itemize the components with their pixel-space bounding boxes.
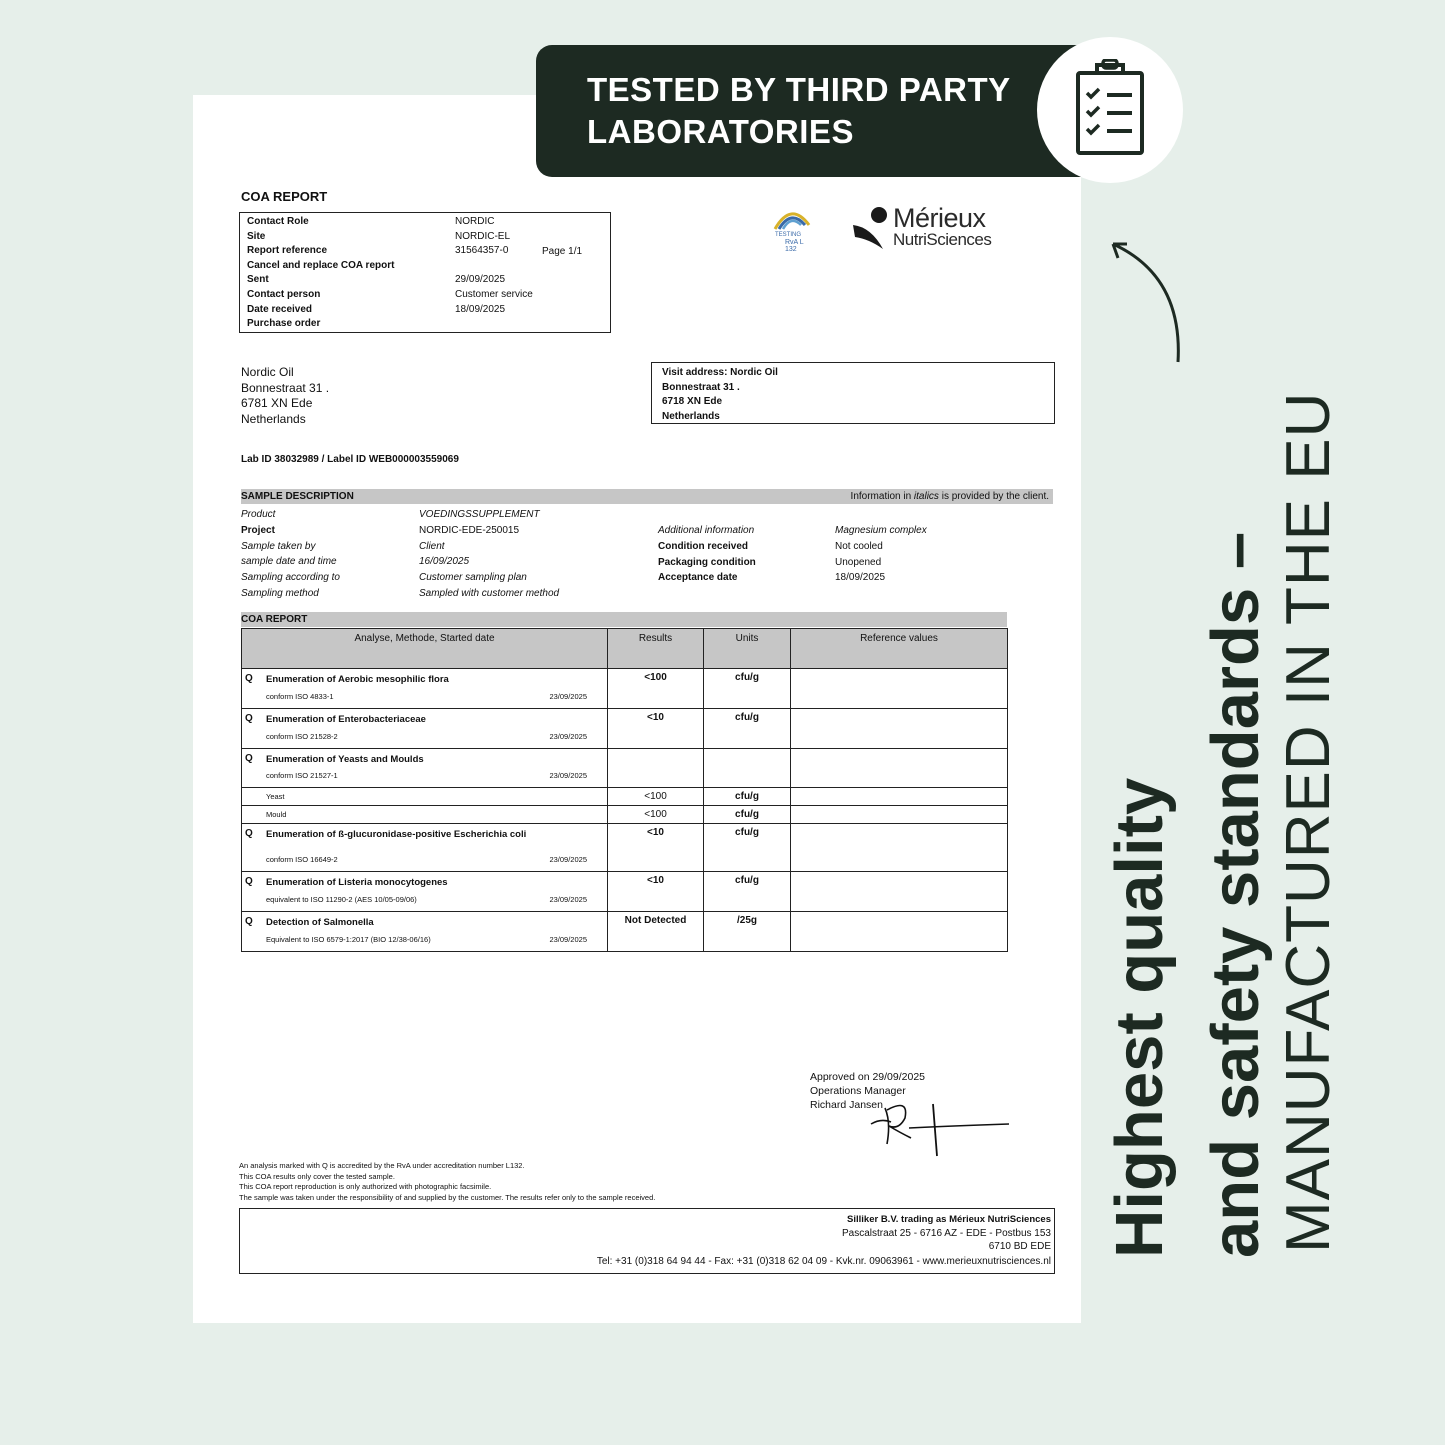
col-reference: Reference values bbox=[791, 629, 1008, 669]
sample-label: Packaging condition bbox=[658, 556, 756, 568]
info-value: Customer service bbox=[455, 289, 533, 300]
sub-analysis-name: Yeast bbox=[266, 792, 285, 801]
results-table bbox=[241, 628, 1008, 952]
result-value bbox=[608, 749, 704, 788]
visit-address-line: 6718 XN Ede bbox=[662, 396, 723, 407]
sample-label: Project bbox=[241, 524, 275, 536]
result-unit: cfu/g bbox=[704, 669, 791, 709]
analysis-standard: conform ISO 4833-1 bbox=[266, 692, 334, 701]
analysis-cell bbox=[242, 709, 608, 749]
footnote-line: This COA report reproduction is only authorized with photographic facsimile. bbox=[239, 1182, 492, 1192]
company-line: 6710 BD EDE bbox=[988, 1241, 1051, 1252]
sub-result-unit: cfu/g bbox=[704, 788, 791, 806]
accredited-q: Q bbox=[245, 673, 253, 684]
analysis-name: Detection of Salmonella bbox=[266, 917, 374, 928]
approval-line: Operations Manager bbox=[810, 1085, 906, 1097]
sub-analysis-cell bbox=[242, 806, 608, 824]
col-units: Units bbox=[704, 629, 791, 669]
visit-address-line: Visit address: Nordic Oil bbox=[662, 367, 778, 378]
sample-value: Unopened bbox=[835, 556, 882, 568]
sample-value: 18/09/2025 bbox=[835, 572, 886, 584]
sample-label: Sampling according to bbox=[241, 572, 340, 584]
analysis-name: Enumeration of Listeria monocytogenes bbox=[266, 877, 448, 888]
curved-arrow-icon bbox=[1105, 236, 1185, 366]
accredited-q: Q bbox=[245, 876, 253, 887]
info-label: Report reference bbox=[247, 245, 328, 257]
info-label: Contact person bbox=[247, 289, 321, 300]
rva-accreditation-logo: TESTING RvA L 132 bbox=[771, 205, 813, 251]
report-info-box bbox=[239, 212, 611, 333]
info-value: 31564357-0 bbox=[455, 245, 509, 257]
sub-result-value: <100 bbox=[608, 788, 704, 806]
italics-note: Information in italics is provided by the client. bbox=[850, 491, 1049, 502]
info-label: Cancel and replace COA report bbox=[247, 259, 395, 271]
headline-line3: MANUFACTURED IN THE EU bbox=[1274, 391, 1343, 1253]
sub-analysis-cell bbox=[242, 788, 608, 806]
company-line: Silliker B.V. trading as Mérieux NutriSciences bbox=[847, 1214, 1051, 1225]
accredited-q: Q bbox=[245, 753, 253, 764]
info-label: Purchase order bbox=[247, 318, 321, 330]
visit-address-line: Bonnestraat 31 . bbox=[662, 381, 740, 393]
reference-value bbox=[791, 824, 1008, 872]
analysis-name: Enumeration of Yeasts and Moulds bbox=[266, 754, 424, 765]
analysis-date: 23/09/2025 bbox=[549, 771, 587, 780]
analysis-cell bbox=[242, 749, 608, 788]
analysis-cell bbox=[242, 669, 608, 709]
address-line: Nordic Oil bbox=[241, 365, 294, 379]
lab-id: Lab ID 38032989 / Label ID WEB000003559069 bbox=[241, 454, 459, 465]
analysis-date: 23/09/2025 bbox=[549, 935, 587, 944]
sample-value: VOEDINGSSUPPLEMENT bbox=[419, 509, 540, 520]
reference-value bbox=[791, 872, 1008, 912]
analysis-standard: equivalent to ISO 11290-2 (AES 10/05-09/06) bbox=[266, 895, 417, 904]
footnote-line: The sample was taken under the responsibility of and supplied by the customer. The results refer only to the sample received. bbox=[239, 1192, 656, 1202]
company-box bbox=[239, 1208, 1055, 1274]
info-label: Date received bbox=[247, 303, 313, 315]
sample-value: Customer sampling plan bbox=[419, 572, 527, 584]
analysis-date: 23/09/2025 bbox=[549, 895, 587, 904]
sample-value: Magnesium complex bbox=[835, 525, 927, 536]
reference-value bbox=[791, 709, 1008, 749]
analysis-name: Enumeration of ß-glucuronidase-positive Escherichia coli bbox=[266, 829, 527, 840]
sample-label: Condition received bbox=[658, 540, 749, 552]
headline-line2: and safety standards – bbox=[1198, 531, 1273, 1258]
sample-label: Additional information bbox=[658, 525, 755, 536]
analysis-cell bbox=[242, 912, 608, 952]
accredited-q: Q bbox=[245, 916, 253, 927]
result-row bbox=[242, 824, 1008, 872]
analysis-standard: conform ISO 16649-2 bbox=[266, 855, 338, 864]
address-line: Bonnestraat 31 . bbox=[241, 380, 330, 395]
address-line: Netherlands bbox=[241, 411, 306, 426]
result-unit: /25g bbox=[704, 912, 791, 952]
sample-label: Product bbox=[241, 509, 276, 520]
company-info bbox=[597, 1213, 1051, 1268]
reference-value bbox=[791, 788, 1008, 806]
sub-analysis-name: Mould bbox=[266, 810, 287, 819]
sub-result-row bbox=[242, 806, 1008, 824]
reference-value bbox=[791, 912, 1008, 952]
analysis-standard: Equivalent to ISO 6579-1:2017 (BIO 12/38-06/16) bbox=[266, 935, 431, 944]
result-row bbox=[242, 872, 1008, 912]
sample-value: NORDIC-EDE-250015 bbox=[419, 524, 520, 536]
result-value: <10 bbox=[608, 709, 704, 749]
footnote-line: An analysis marked with Q is accredited by the RvA under accreditation number L132. bbox=[239, 1161, 525, 1170]
sample-value: Client bbox=[419, 540, 445, 552]
company-line: Tel: +31 (0)318 64 94 44 - Fax: +31 (0)318 62 04 09 - Kvk.nr. 09063961 - www.merieuxnutrisciences.nl bbox=[596, 1255, 1051, 1267]
result-value: <10 bbox=[608, 872, 704, 912]
sample-label: sample date and time bbox=[241, 556, 337, 568]
page-number: Page 1/1 bbox=[542, 246, 583, 257]
reference-value bbox=[791, 749, 1008, 788]
accredited-q: Q bbox=[245, 828, 253, 839]
sample-description-header: SAMPLE DESCRIPTION Information in italics is provided by the client. bbox=[241, 489, 1053, 504]
sample-value: 16/09/2025 bbox=[419, 556, 470, 568]
result-row bbox=[242, 669, 1008, 709]
info-value: NORDIC-EL bbox=[455, 230, 511, 242]
coa-report-header: COA REPORT bbox=[241, 612, 1007, 627]
visit-address-box bbox=[651, 362, 1055, 424]
sample-label: Acceptance date bbox=[658, 572, 738, 584]
sub-result-unit: cfu/g bbox=[704, 806, 791, 824]
result-value: <100 bbox=[608, 669, 704, 709]
sample-label: Sample taken by bbox=[241, 540, 316, 552]
info-label: Contact Role bbox=[247, 216, 309, 227]
result-row bbox=[242, 749, 1008, 788]
headline-line1: Highest quality bbox=[1102, 777, 1177, 1258]
col-analyse: Analyse, Methode, Started date bbox=[242, 629, 608, 669]
info-value: 18/09/2025 bbox=[455, 303, 506, 315]
report-title: COA REPORT bbox=[241, 189, 328, 204]
result-value: <10 bbox=[608, 824, 704, 872]
result-unit: cfu/g bbox=[704, 709, 791, 749]
footnote-line: This COA results only cover the tested sample. bbox=[239, 1171, 395, 1181]
result-unit: cfu/g bbox=[704, 824, 791, 872]
banner-text: TESTED BY THIRD PARTY LABORATORIES bbox=[587, 71, 1011, 150]
sample-value: Sampled with customer method bbox=[419, 588, 560, 599]
result-unit: cfu/g bbox=[704, 872, 791, 912]
analysis-date: 23/09/2025 bbox=[549, 732, 587, 741]
signature bbox=[869, 1098, 1014, 1160]
info-value: 29/09/2025 bbox=[455, 274, 506, 286]
sub-result-value: <100 bbox=[608, 806, 704, 824]
analysis-standard: conform ISO 21528-2 bbox=[266, 732, 338, 741]
customer-address bbox=[241, 365, 329, 427]
footnotes bbox=[239, 1161, 655, 1203]
analysis-cell bbox=[242, 872, 608, 912]
info-label: Site bbox=[247, 230, 266, 242]
accredited-q: Q bbox=[245, 713, 253, 724]
coa-report-page bbox=[193, 95, 1081, 1323]
result-row bbox=[242, 912, 1008, 952]
sample-value: Not cooled bbox=[835, 540, 883, 552]
company-line: Pascalstraat 25 - 6716 AZ - EDE - Postbus 153 bbox=[842, 1227, 1051, 1239]
analysis-name: Enumeration of Enterobacteriaceae bbox=[266, 714, 426, 725]
result-row bbox=[242, 709, 1008, 749]
analysis-name: Enumeration of Aerobic mesophilic flora bbox=[266, 674, 449, 685]
badge-circle bbox=[1037, 37, 1183, 183]
approval-line: Approved on 29/09/2025 bbox=[810, 1071, 926, 1083]
analysis-cell bbox=[242, 824, 608, 872]
analysis-date: 23/09/2025 bbox=[549, 855, 587, 864]
merieux-logo: Mérieux NutriSciences bbox=[849, 205, 1009, 255]
merieux-leaf-icon bbox=[849, 205, 891, 253]
reference-value bbox=[791, 669, 1008, 709]
reference-value bbox=[791, 806, 1008, 824]
info-label: Sent bbox=[247, 274, 269, 286]
approval-line: Richard Jansen bbox=[810, 1099, 883, 1111]
analysis-standard: conform ISO 21527-1 bbox=[266, 771, 338, 780]
result-unit bbox=[704, 749, 791, 788]
visit-address bbox=[662, 366, 778, 424]
sub-result-row bbox=[242, 788, 1008, 806]
address-line: 6781 XN Ede bbox=[241, 396, 313, 410]
analysis-date: 23/09/2025 bbox=[549, 692, 587, 701]
info-value: NORDIC bbox=[455, 216, 495, 227]
result-value: Not Detected bbox=[608, 912, 704, 952]
visit-address-line: Netherlands bbox=[662, 410, 720, 422]
clipboard-checklist-icon bbox=[1075, 59, 1145, 159]
col-results: Results bbox=[608, 629, 704, 669]
tested-banner bbox=[536, 45, 1106, 177]
sample-label: Sampling method bbox=[241, 588, 319, 599]
